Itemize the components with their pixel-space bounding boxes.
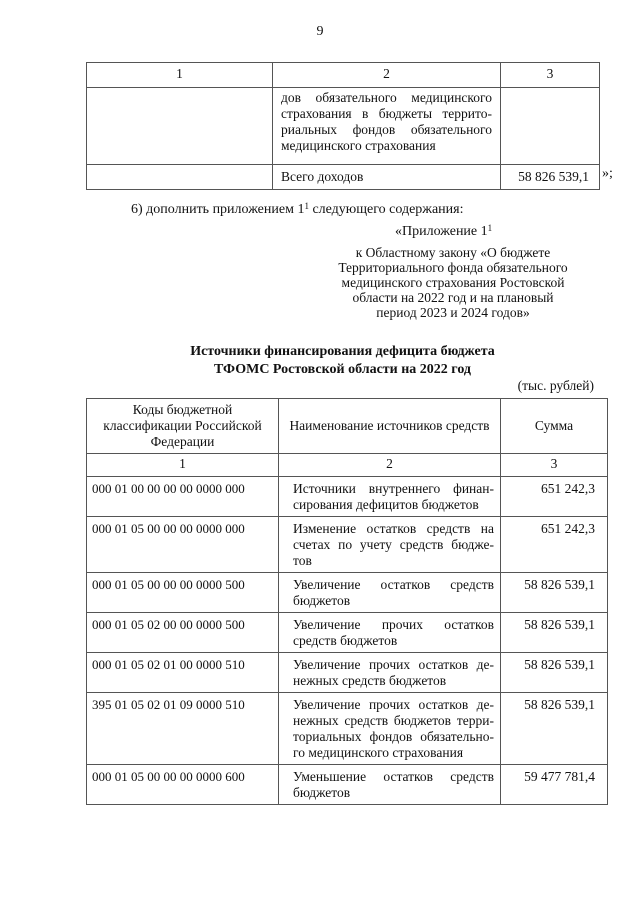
column-number: 2 bbox=[273, 63, 501, 88]
row-code: 000 01 00 00 00 00 0000 000 bbox=[87, 477, 279, 517]
header-codes: Коды бюджетной классификации Российской Федерации bbox=[87, 399, 279, 454]
appendix-reference: к Областному закону «О бюджете Территориального фонда обязательного медицинского страхования Ростовской области на 2022 год и на плановый период 2023 и 2024 годов» bbox=[338, 245, 568, 320]
row-name: Увеличение остатков средств бюджетов bbox=[279, 573, 501, 613]
row-name: дов обязательного медицинского страхования в бюджеты террито-риальных фондов обязательного медицинского страхования bbox=[273, 88, 501, 165]
table-header-row bbox=[87, 399, 608, 454]
continuation-table bbox=[86, 62, 600, 190]
header-name: Наименование источников средств bbox=[279, 399, 501, 454]
closing-mark: »; bbox=[602, 166, 613, 181]
table-row bbox=[87, 693, 608, 765]
total-label: Всего доходов bbox=[273, 165, 501, 190]
row-sum: 651 242,3 bbox=[501, 477, 608, 517]
row-code: 000 01 05 00 00 00 0000 000 bbox=[87, 517, 279, 573]
column-number-row: 1 2 3 bbox=[87, 454, 608, 477]
sources-table bbox=[86, 398, 608, 805]
row-name: Увеличение прочих остатков средств бюджетов bbox=[279, 613, 501, 653]
row-code: 395 01 05 02 01 09 0000 510 bbox=[87, 693, 279, 765]
row-name: Увеличение прочих остатков де-нежных средств бюджетов bbox=[279, 653, 501, 693]
row-code: 000 01 05 02 01 00 0000 510 bbox=[87, 653, 279, 693]
page-number: 9 bbox=[316, 24, 324, 39]
row-name: Изменение остатков средств на счетах по учету средств бюдже-тов bbox=[279, 517, 501, 573]
table-row bbox=[87, 477, 608, 517]
table-row bbox=[87, 765, 608, 805]
row-sum: 59 477 781,4 bbox=[501, 765, 608, 805]
total-value: 58 826 539,1 bbox=[501, 165, 600, 190]
row-sum: 58 826 539,1 bbox=[501, 573, 608, 613]
unit-label: (тыс. рублей) bbox=[517, 378, 594, 393]
row-sum: 58 826 539,1 bbox=[501, 653, 608, 693]
row-sum: 58 826 539,1 bbox=[501, 693, 608, 765]
row-name: Источники внутреннего финан-сирования дефицитов бюджетов bbox=[279, 477, 501, 517]
row-code: 000 01 05 00 00 00 0000 500 bbox=[87, 573, 279, 613]
table-header-row bbox=[87, 63, 600, 88]
column-number: 1 bbox=[87, 63, 273, 88]
row-code: 000 01 05 00 00 00 0000 600 bbox=[87, 765, 279, 805]
table-title: Источники финансирования дефицита бюджета ТФОМС Ростовской области на 2022 год bbox=[190, 344, 495, 377]
column-number: 3 bbox=[501, 63, 600, 88]
table-row bbox=[87, 653, 608, 693]
row-sum: 651 242,3 bbox=[501, 517, 608, 573]
appendix-label: «Приложение $1^1$ bbox=[395, 223, 493, 239]
row-sum: 58 826 539,1 bbox=[501, 613, 608, 653]
table-row bbox=[87, 573, 608, 613]
row-name: Увеличение прочих остатков де-нежных средств бюджетов терри-ториальных фондов обязательно-го медицинского страхования bbox=[279, 693, 501, 765]
row-code: 000 01 05 02 00 00 0000 500 bbox=[87, 613, 279, 653]
amendment-item-6: 6) дополнить приложением $1^1$ следующего содержания: bbox=[131, 201, 464, 217]
row-name: Уменьшение остатков средств бюджетов bbox=[279, 765, 501, 805]
header-sum: Сумма bbox=[501, 399, 608, 454]
table-row-total bbox=[87, 165, 600, 190]
table-row bbox=[87, 613, 608, 653]
table-row bbox=[87, 88, 600, 165]
table-row bbox=[87, 517, 608, 573]
